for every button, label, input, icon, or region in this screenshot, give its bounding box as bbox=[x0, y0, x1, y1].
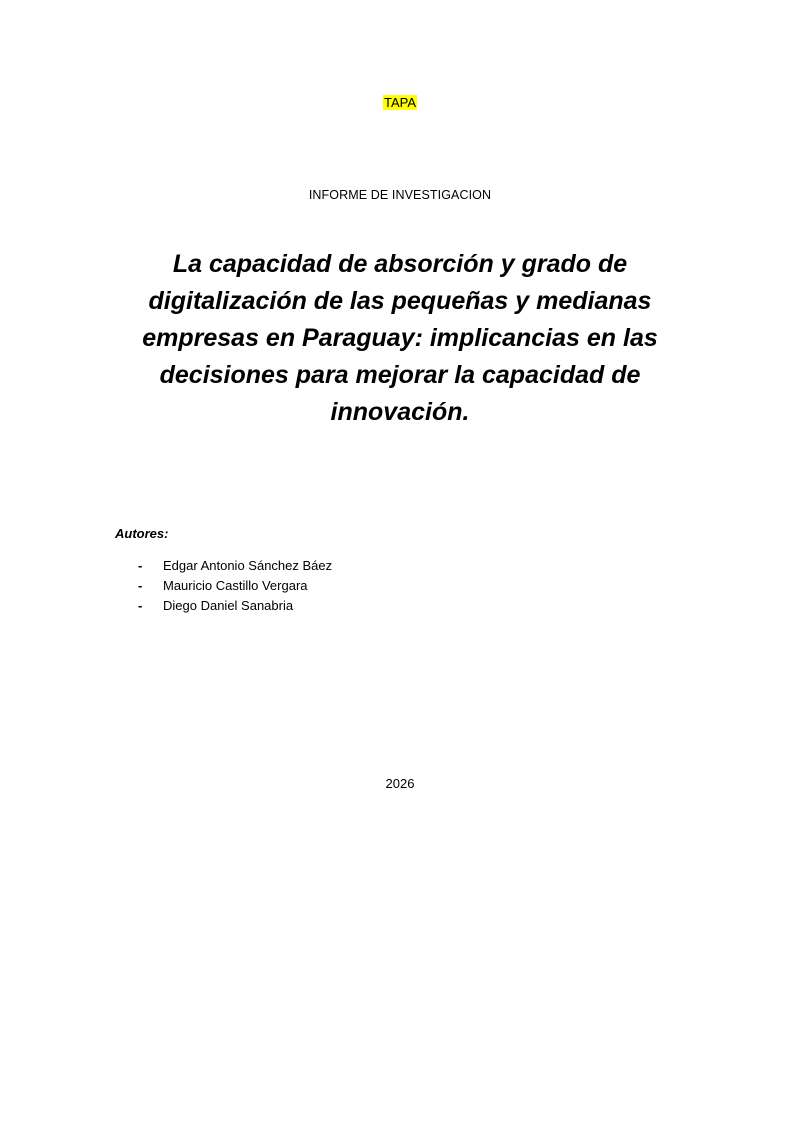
cover-label-highlight: TAPA bbox=[383, 95, 417, 110]
document-title: La capacidad de absorción y grado de digitalización de las pequeñas y medianas empresas en Paraguay: implicancias en las decisiones para mejorar la capacidad de innovación. bbox=[142, 250, 658, 426]
author-name: Mauricio Castillo Vergara bbox=[163, 578, 308, 593]
authors-list bbox=[138, 556, 332, 616]
author-item bbox=[138, 596, 332, 616]
author-name: Diego Daniel Sanabria bbox=[163, 598, 294, 613]
author-name: Edgar Antonio Sánchez Báez bbox=[163, 558, 333, 573]
author-bullet: - bbox=[138, 598, 143, 613]
publication-year: 2026 bbox=[385, 776, 415, 791]
author-bullet: - bbox=[138, 578, 143, 593]
author-item bbox=[138, 576, 332, 596]
report-type: INFORME DE INVESTIGACION bbox=[308, 188, 492, 202]
cover-label bbox=[0, 95, 800, 111]
author-bullet: - bbox=[138, 558, 143, 573]
author-item bbox=[138, 556, 332, 576]
authors-heading: Autores: bbox=[115, 526, 169, 541]
